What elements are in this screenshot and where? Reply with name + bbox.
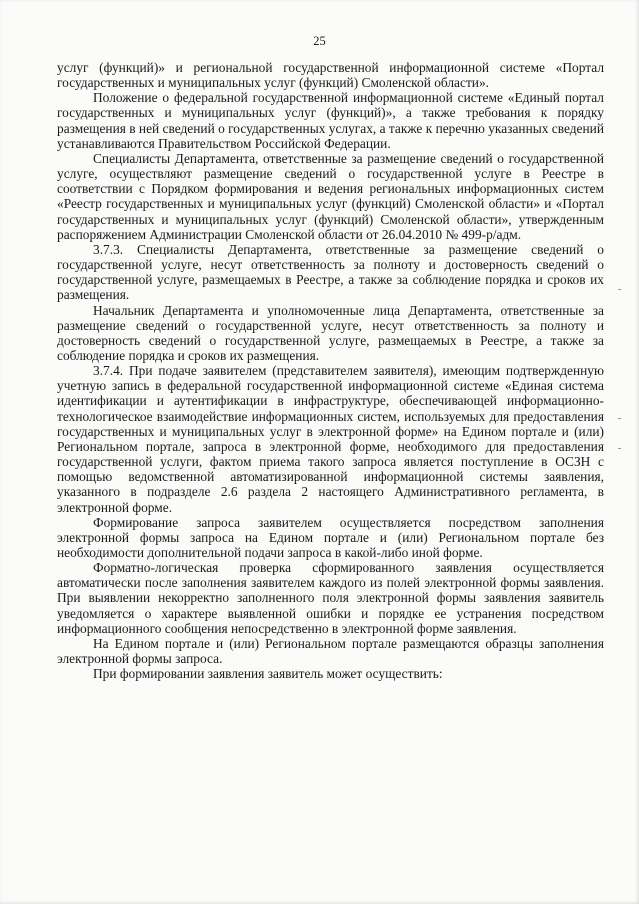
document-body xyxy=(57,60,604,681)
scan-mark xyxy=(618,418,621,419)
paragraph-applicant-may: При формировании заявления заявитель может осуществить: xyxy=(93,666,443,682)
paragraph-portal-continuation: услуг (функций)» и региональной государственной информационной системе «Портал государственных и муниципальных услуг (функций) Смоленской области». xyxy=(57,60,604,91)
paragraph-unified-portal-regulation: Положение о федеральной государственной информационной системе «Единый портал государственных и муниципальных услуг (функций)», а также требования к порядку размещения в ней сведений о государственных услугах, а также к перечню указанных сведений устанавливаются Правительством Российской Федерации. xyxy=(57,90,604,151)
scan-mark xyxy=(618,289,621,290)
paragraph-section-3-7-3: 3.7.3. Специалисты Департамента, ответственные за размещение сведений о государственной услуге, несут ответственность за полноту и достоверность сведений о государственной услуге, размещаемых в Реестре, а также за соблюдение порядка и сроков их размещения. xyxy=(57,241,604,303)
paragraph-form-samples: На Едином портале и (или) Региональном портале размещаются образцы заполнения электронной формы запроса. xyxy=(57,635,604,667)
page-number: 25 xyxy=(313,34,326,48)
scan-mark xyxy=(618,448,621,449)
paragraph-section-3-7-4: 3.7.4. При подаче заявителем (представителем заявителя), имеющим подтвержденную учетную запись в федеральной государственной информационной системе «Единая система идентификации и аутентификации в инфраструктуре, обеспечивающей информационно-технологическое взаимодействие информационных систем, используемых для предоставления государственных и муниципальных услуг в электронной форме» на Едином портале и (или) Региональном портале, запроса в электронной форме, необходимого для предоставления государственной услуги, фактом приема такого запроса является поступление в ОСЗН с помощью ведомственной автоматизированной информационной системы заявления, указанного в подразделе 2.6 раздела 2 настоящего Административного регламента, в электронной форме. xyxy=(57,363,604,515)
paragraph-format-logic-check: Форматно-логическая проверка сформированного заявления осуществляется автоматически после заполнения заявителем каждого из полей электронной формы заявления. При выявлении некорректно заполненного поля электронной формы заявления заявитель уведомляется о характере выявленной ошибки и порядке ее устранения посредством информационного сообщения непосредственно в электронной форме заявления. xyxy=(57,560,604,636)
paragraph-head-of-department: Начальник Департамента и уполномоченные лица Департамента, ответственные за размещение сведений о государственной услуге, несут ответственность за полноту и достоверность сведений о государственной услуге, размещаемых в Реестре, а также за соблюдение порядка и сроков их размещения. xyxy=(57,302,604,363)
paragraph-specialists-registry: Специалисты Департамента, ответственные за размещение сведений о государственной услуге, осуществляют размещение сведений о государственной услуге в Реестре в соответствии с Порядком формирования и ведения региональных информационных систем «Реестр государственных и муниципальных услуг (функций) Смоленской области» и «Портал государственных и муниципальных услуг (функций) Смоленской области», утвержденным распоряжением Администрации Смоленской области от 26.04.2010 № 499-р/адм. xyxy=(57,150,604,242)
paragraph-request-formation: Формирование запроса заявителем осуществляется посредством заполнения электронной формы запроса на Едином портале и (или) Региональном портале без необходимости дополнительной подачи запроса в какой-либо иной форме. xyxy=(57,514,604,560)
